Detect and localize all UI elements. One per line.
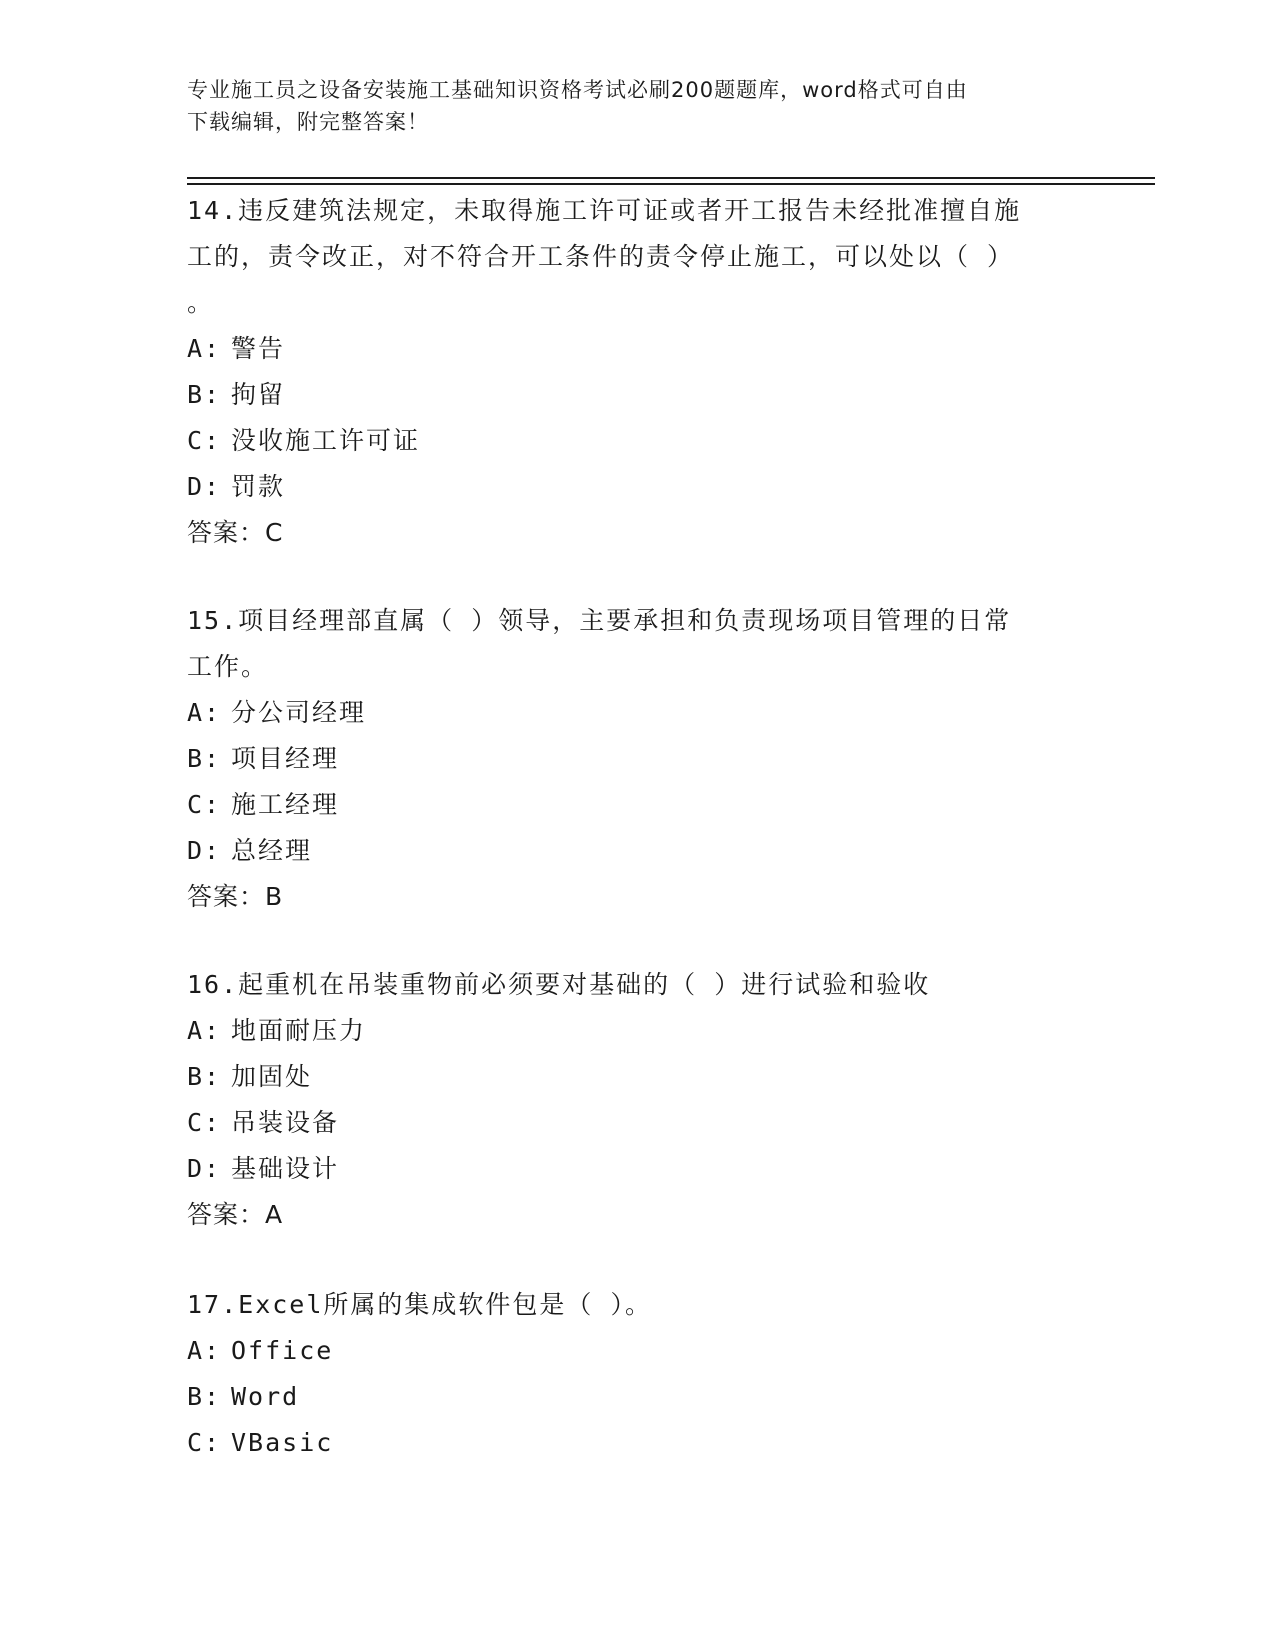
question-stem-line: 14.违反建筑法规定，未取得施工许可证或者开工报告未经批准擅自施	[187, 196, 1022, 225]
option-letter: D:	[187, 1154, 222, 1183]
option-a	[187, 690, 1067, 736]
answer: 答案：C	[187, 518, 284, 547]
option-c	[187, 1420, 1067, 1466]
option-d	[187, 1146, 1067, 1192]
answer: 答案：A	[187, 1200, 284, 1229]
option-c	[187, 782, 1067, 828]
option-text: 加固处	[231, 1062, 313, 1091]
option-text: 没收施工许可证	[231, 426, 421, 455]
option-letter: A:	[187, 1336, 222, 1365]
option-letter: D:	[187, 472, 222, 501]
question-stem-line: 15.项目经理部直属（ ）领导，主要承担和负责现场项目管理的日常	[187, 606, 1012, 635]
header-line-2: 下载编辑，附完整答案！	[187, 110, 429, 134]
option-text: 基础设计	[231, 1154, 340, 1183]
option-letter: B:	[187, 1382, 222, 1411]
option-text: 项目经理	[231, 744, 340, 773]
option-letter: D:	[187, 836, 222, 865]
option-b	[187, 372, 1067, 418]
option-letter: C:	[187, 426, 222, 455]
option-letter: B:	[187, 744, 222, 773]
option-b	[187, 736, 1067, 782]
question-16	[187, 962, 1067, 1238]
option-b	[187, 1054, 1067, 1100]
question-stem-line: 工的，责令改正，对不符合开工条件的责令停止施工，可以处以（ ）	[187, 242, 1015, 271]
option-letter: C:	[187, 1428, 222, 1457]
answer: 答案：B	[187, 882, 284, 911]
header-divider-top	[187, 177, 1155, 179]
question-15	[187, 598, 1067, 920]
option-d	[187, 828, 1067, 874]
option-text: VBasic	[231, 1428, 334, 1457]
document-header	[187, 74, 1067, 138]
header-line-1: 专业施工员之设备安装施工基础知识资格考试必刷200题题库，word格式可自由	[187, 78, 968, 102]
option-letter: A:	[187, 1016, 222, 1045]
header-divider-bottom	[187, 183, 1155, 185]
question-17	[187, 1282, 1067, 1466]
option-text: Office	[231, 1336, 334, 1365]
option-b	[187, 1374, 1067, 1420]
option-letter: B:	[187, 1062, 222, 1091]
option-text: 分公司经理	[231, 698, 367, 727]
option-letter: B:	[187, 380, 222, 409]
option-a	[187, 1328, 1067, 1374]
question-stem-line: 。	[187, 288, 215, 317]
option-letter: A:	[187, 698, 222, 727]
option-c	[187, 418, 1067, 464]
option-text: 吊装设备	[231, 1108, 340, 1137]
option-text: 警告	[231, 334, 286, 363]
option-d	[187, 464, 1067, 510]
option-c	[187, 1100, 1067, 1146]
question-stem-line: 工作。	[187, 652, 269, 681]
option-letter: C:	[187, 1108, 222, 1137]
option-a	[187, 326, 1067, 372]
option-text: 施工经理	[231, 790, 340, 819]
option-a	[187, 1008, 1067, 1054]
question-stem-line: 17.Excel所属的集成软件包是（ ）。	[187, 1290, 652, 1319]
question-14	[187, 188, 1067, 556]
option-text: Word	[231, 1382, 300, 1411]
option-letter: A:	[187, 334, 222, 363]
question-stem-line: 16.起重机在吊装重物前必须要对基础的（ ）进行试验和验收	[187, 970, 931, 999]
option-text: 罚款	[231, 472, 286, 501]
option-text: 地面耐压力	[231, 1016, 367, 1045]
option-text: 拘留	[231, 380, 286, 409]
option-text: 总经理	[231, 836, 313, 865]
option-letter: C:	[187, 790, 222, 819]
